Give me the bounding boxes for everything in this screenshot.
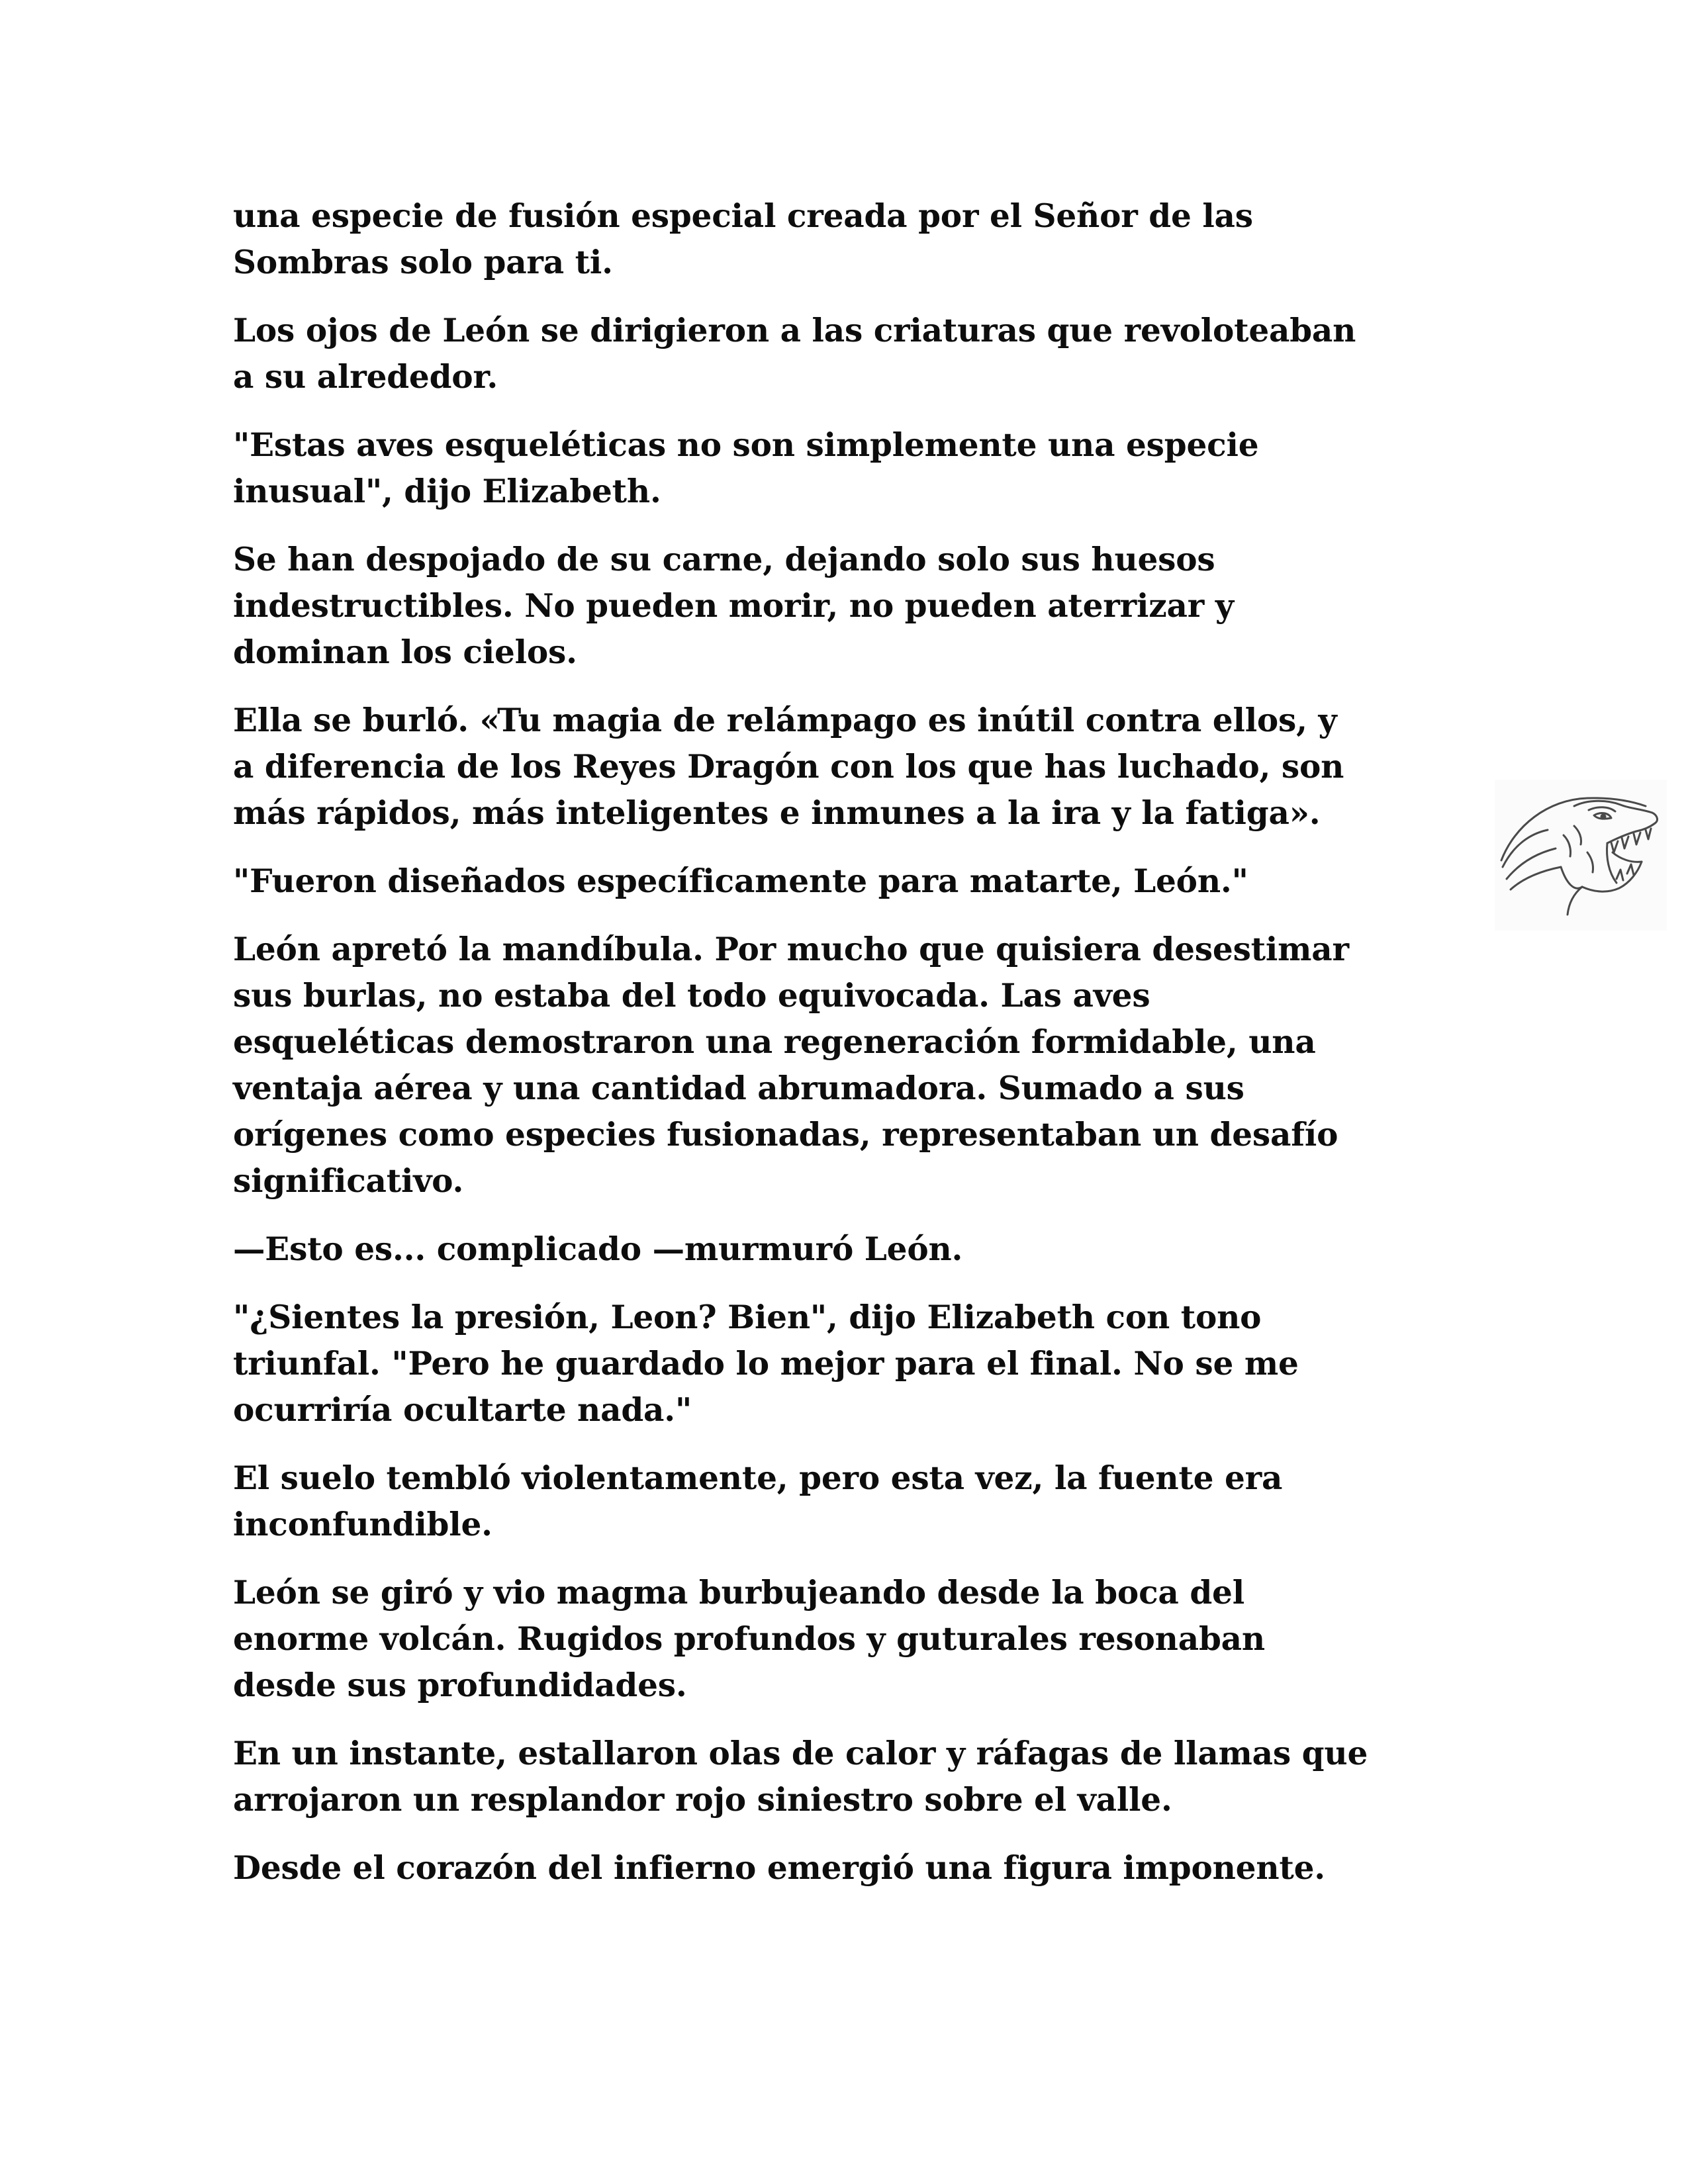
paragraph: León se giró y vio magma burbujeando desde la boca del enorme volcán. Rugidos profundos y guturales resonaban desde sus profundidades. — [233, 1574, 1265, 1704]
paragraph: —Esto es... complicado —murmuró León. — [233, 1230, 963, 1268]
paragraph: Desde el corazón del infierno emergió una figura imponente. — [233, 1849, 1325, 1887]
paragraph: una especie de fusión especial creada por el Señor de las Sombras solo para ti. — [233, 197, 1253, 281]
paragraph: Se han despojado de su carne, dejando solo sus huesos indestructibles. No pueden morir, no pueden aterrizar y dominan los cielos. — [233, 541, 1234, 671]
paragraph: El suelo tembló violentamente, pero esta vez, la fuente era inconfundible. — [233, 1459, 1283, 1543]
paragraph: Ella se burló. «Tu magia de relámpago es inútil contra ellos, y a diferencia de los Reyes Dragón con los que has luchado, son más rápidos, más inteligentes e inmunes a la ira y la fatiga». — [233, 702, 1344, 832]
dinosaur-head-sketch-icon — [1495, 780, 1667, 931]
story-text — [233, 193, 1477, 1913]
paragraph: Los ojos de León se dirigieron a las criaturas que revoloteaban a su alrededor. — [233, 312, 1356, 396]
paragraph: "¿Sientes la presión, Leon? Bien", dijo Elizabeth con tono triunfal. "Pero he guardado lo mejor para el final. No se me ocurriría ocultarte nada." — [233, 1298, 1299, 1429]
paragraph: En un instante, estallaron olas de calor y ráfagas de llamas que arrojaron un resplandor rojo siniestro sobre el valle. — [233, 1735, 1368, 1819]
paragraph: "Estas aves esqueléticas no son simplemente una especie inusual", dijo Elizabeth. — [233, 426, 1259, 510]
paragraph: León apretó la mandíbula. Por mucho que quisiera desestimar sus burlas, no estaba del todo equivocada. Las aves esqueléticas demostraron una regeneración formidable, una ventaja aérea y una cantidad abrumadora. Sumado a sus orígenes como especies fusionadas, representaban un desafío significativo. — [233, 931, 1349, 1200]
paragraph: "Fueron diseñados específicamente para matarte, León." — [233, 862, 1248, 900]
